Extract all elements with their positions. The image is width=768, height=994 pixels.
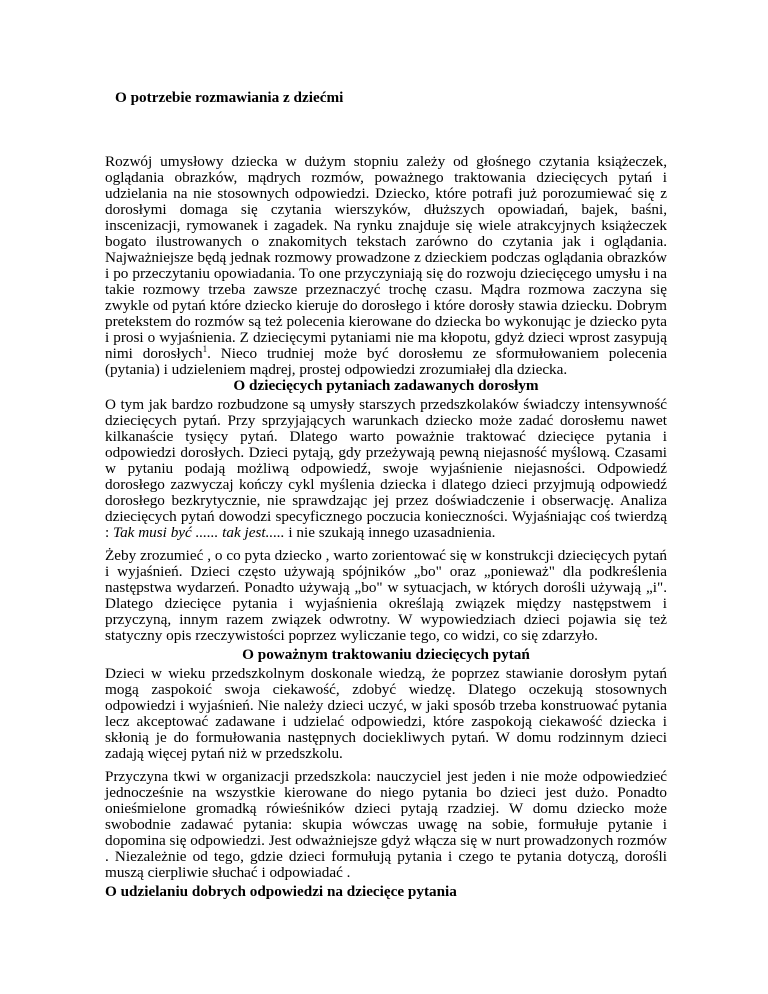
section2-paragraph1: Dzieci w wieku przedszkolnym doskonale wiedzą, że poprzez stawianie dorosłym pytań mogą zaspokoić swoja ciekawość, zdobyć wiedzę. Dlatego oczekują stosownych odpowiedzi i wyjaśnień. Nie należy dzieci uczyć, w jaki sposób trzeba konstruować pytania lecz akceptować zadawane i udzielać odpowiedzi, które zaspokoją ciekawość dziecka i skłonią je do formułowania następnych dociekliwych pytań. W domu rodzinnym dzieci zadają więcej pytań niż w przedszkolu.: [105, 665, 667, 762]
section2-heading: O poważnym traktowaniu dziecięcych pytań: [242, 646, 530, 663]
section1-para1-text1: O tym jak bardzo rozbudzone są umysły starszych przedszkolaków świadczy intensywność dziecięcych pytań. Przy sprzyjających warunkach dziecko może zadać dorosłemu nawet kilkanaście tysięcy pytań. Dlatego warto poważnie traktować dziecięce pytania i odpowiedzi dorosłych. Dzieci pytają, gdy przeżywają pewną niejasność myślową. Czasami w pytaniu podają możliwą odpowiedź, swoje wyjaśnienie niejasności. Odpowiedź dorosłego zazwyczaj kończy cykl myślenia dziecka i dlatego dzieci przyjmują odpowiedź dorosłego bezkrytycznie, nie sprawdzając jej przez doświadczenie i obserwację. Analiza dziecięcych pytań dowodzi specyficznego poczucia konieczności. Wyjaśniając coś twierdzą :: [105, 396, 667, 541]
footnote-reference: 1: [202, 343, 208, 354]
section1-para1-text2: i nie szukają innego uzasadnienia.: [284, 524, 496, 541]
title-spacer: [105, 108, 667, 154]
section1-para1-italic: Tak musi być ...... tak jest.....: [113, 524, 285, 541]
section3-heading: O udzielaniu dobrych odpowiedzi na dziecięce pytania: [105, 883, 457, 900]
section1-heading: O dziecięcych pytaniach zadawanych dorosłym: [233, 377, 539, 394]
section1-paragraph2: Żeby zrozumieć , o co pyta dziecko , warto zorientować się w konstrukcji dziecięcych pytań i wyjaśnień. Dzieci często używają spójników „bo" oraz „ponieważ" dla podkreślenia następstwa wydarzeń. Ponadto używają „bo" w sytuacjach, w których dorośli używają „i". Dlatego dziecięce pytania i wyjaśnienia określają związek między następstwem i przyczyną, innym razem związek odwrotny. W wypowiedziach dzieci pojawia się też statyczny opis rzeczywistości poprzez wyliczanie tego, co widzi, co się zdarzyło.: [105, 547, 667, 644]
document-page: [105, 90, 667, 900]
section1-paragraph1: [105, 397, 667, 541]
intro-text-part1: Rozwój umysłowy dziecka w dużym stopniu zależy od głośnego czytania książeczek, oglądania obrazków, mądrych rozmów, poważnego traktowania dziecięcych pytań i udzielania na nie stosownych odpowiedzi. Dziecko, które potrafi już porozumiewać się z dorosłymi domaga się czytania wierszyków, dłuższych opowiadań, bajek, baśni, inscenizacji, rymowanek i zagadek. Na rynku znajduje się wiele atrakcyjnych książeczek bogato ilustrowanych o znakomitych tekstach zarówno do czytania jak i oglądania. Najważniejsze będą jednak rozmowy prowadzone z dzieckiem podczas oglądania obrazków i po przeczytaniu opowiadania. To one przyczyniają się do rozwoju dziecięcego umysłu i na takie rozmowy trzeba zawsze przeznaczyć trochę czasu. Mądra rozmowa zaczyna się zwykle od pytań które dziecko kieruje do dorosłego i które dorosły stawia dziecku. Dobrym pretekstem do rozmów są też polecenia kierowane do dziecka bo wykonując je dziecko pyta i prosi o wyjaśnienia. Z dziecięcymi pytaniami nie ma kłopotu, gdyż dzieci wprost zasypują nimi dorosłych: [105, 153, 667, 362]
document-title: O potrzebie rozmawiania z dziećmi: [115, 89, 344, 106]
intro-paragraph: [105, 154, 667, 378]
intro-text-part2: . Nieco trudniej może być dorosłemu ze sformułowaniem polecenia (pytania) i udzieleniem mądrej, prostej odpowiedzi zrozumiałej dla dziecka.: [105, 345, 667, 378]
section2-paragraph2: Przyczyna tkwi w organizacji przedszkola: nauczyciel jest jeden i nie może odpowiedzieć jednocześnie na wszystkie kierowane do niego pytania bo dzieci jest dużo. Ponadto onieśmielone gromadką rówieśników dzieci pytają rzadziej. W domu dziecko może swobodnie zadawać pytania: skupia wówczas uwagę na sobie, formułuje pytanie i dopomina się odpowiedzi. Jest odważniejsze gdyż włącza się w nurt prowadzonych rozmów . Niezależnie od tego, gdzie dzieci formułują pytania i czego te pytania dotyczą, dorośli muszą cierpliwie słuchać i odpowiadać .: [105, 768, 667, 881]
